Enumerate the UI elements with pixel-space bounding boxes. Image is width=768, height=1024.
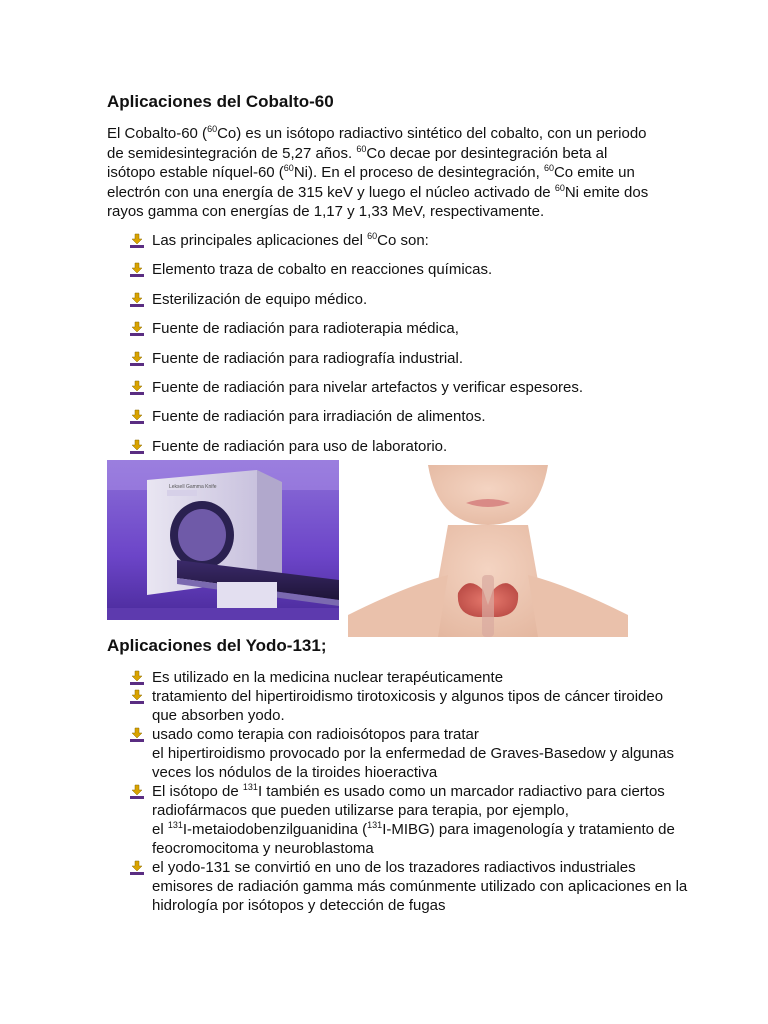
yodo-heading: Aplicaciones del Yodo-131; [107, 636, 327, 655]
superscript: 60 [554, 182, 565, 193]
arrow-down-bullet-icon [129, 670, 145, 686]
superscript: 60 [367, 231, 378, 241]
text-run: Esterilización de equipo médico. [152, 290, 368, 308]
list-item [129, 782, 689, 858]
text-run: Elemento traza de cobalto en reacciones químicas. [152, 261, 493, 279]
list-item [129, 668, 689, 687]
superscript: 60 [543, 163, 554, 173]
arrow-down-bullet-icon [129, 689, 145, 705]
text-run: usado como terapia con radioisótopos para tratar [152, 726, 479, 743]
text-run: I también es usado como un marcador radiactivo para ciertos radiofármacos que pueden utilizarse para terapia, por ejemplo, [152, 783, 665, 819]
list-item [129, 290, 689, 319]
arrow-down-bullet-icon [129, 439, 145, 455]
arrow-down-bullet-icon [129, 727, 145, 743]
text-run: Fuente de radiación para nivelar artefactos y verificar espesores. [152, 378, 584, 396]
superscript: 60 [207, 124, 218, 134]
list-item-text [152, 290, 689, 309]
text-run: el yodo-131 se convirtió en uno de los trazadores radiactivos industriales emisores de radiación gamma más comúnmente utilizado con aplicaciones en la hidrología por isótopos y detección de fugas [152, 859, 688, 914]
arrow-down-bullet-icon [129, 380, 145, 396]
text-run: Co decae por desintegración beta al isótopo estable níquel-60 ( [107, 144, 608, 181]
text-run: Fuente de radiación para irradiación de alimentos. [152, 408, 486, 426]
machine-brand-label: Leksell Gamma Knife [169, 484, 217, 490]
list-item-text [152, 437, 689, 456]
cobalt-heading: Aplicaciones del Cobalto-60 [107, 92, 334, 111]
list-item-text [152, 687, 689, 725]
text-run: Ni emite dos rayos gamma con energías de 1,17 y 1,33 MeV, respectivamente. [107, 183, 649, 220]
list-item-text [152, 407, 689, 426]
text-run: Fuente de radiación para radioterapia médica, [152, 320, 459, 338]
arrow-down-bullet-icon [129, 409, 145, 425]
arrow-down-bullet-icon [129, 292, 145, 308]
superscript: 60 [356, 143, 367, 154]
superscript: 60 [283, 163, 294, 173]
arrow-down-bullet-icon [129, 233, 145, 249]
list-item [129, 349, 689, 378]
list-item [129, 725, 689, 782]
list-item-text [152, 378, 689, 397]
list-item [129, 858, 689, 915]
list-item-text [152, 231, 689, 250]
text-run: Las principales aplicaciones del [152, 232, 368, 249]
list-item-text [152, 260, 689, 279]
text-run: El Cobalto-60 ( [107, 125, 208, 142]
superscript: 131 [242, 782, 258, 792]
text-run: I-MIBG) para imagenología y tratamiento de feocromocitoma y neuroblastoma [152, 821, 675, 857]
list-item [129, 231, 689, 260]
list-item-text [152, 668, 689, 687]
arrow-down-bullet-icon [129, 262, 145, 278]
thyroid-neck-photo [348, 465, 628, 637]
list-item-text [152, 319, 689, 338]
text-run: Es utilizado en la medicina nuclear terapéuticamente [152, 669, 504, 686]
list-item [129, 319, 689, 348]
list-item [129, 407, 689, 436]
text-run: Co son: [377, 232, 429, 249]
text-run: el hipertiroidismo provocado por la enfermedad de Graves-Basedow y algunas veces los nódulos de la tiroides hioeractiva [152, 745, 674, 781]
yodo-applications-list [129, 668, 689, 915]
list-item [129, 378, 689, 407]
radiotherapy-machine-image [107, 460, 339, 620]
cobalt-applications-list [129, 231, 689, 466]
text-run: el [152, 821, 168, 838]
text-run: tratamiento del hipertiroidismo tirotoxicosis y algunos tipos de cáncer tiroideo que absorben yodo. [152, 688, 664, 724]
arrow-down-bullet-icon [129, 784, 145, 800]
superscript: 131 [167, 820, 183, 830]
superscript: 131 [367, 820, 383, 830]
list-item [129, 260, 689, 289]
text-run: Fuente de radiación para radiografía industrial. [152, 349, 464, 367]
text-run: Co) es un isótopo radiactivo sintético del cobalto, con un periodo de semidesintegración de 5,27 años. [107, 125, 647, 162]
text-run: I-metaiodobenzilguanidina ( [182, 821, 368, 838]
list-item [129, 687, 689, 725]
text-run: Ni). En el proceso de desintegración, [293, 164, 544, 181]
text-run: Fuente de radiación para uso de laboratorio. [152, 437, 448, 455]
arrow-down-bullet-icon [129, 351, 145, 367]
list-item-text [152, 782, 689, 858]
arrow-down-bullet-icon [129, 860, 145, 876]
cobalt-paragraph [107, 124, 652, 222]
thyroid-neck-image [348, 465, 628, 637]
list-item-text [152, 349, 689, 368]
arrow-down-bullet-icon [129, 321, 145, 337]
radiotherapy-machine-photo [107, 460, 339, 620]
list-item-text [152, 858, 689, 915]
list-item-text [152, 725, 689, 782]
text-run: Co emite un electrón con una energía de 315 keV y luego el núcleo activado de [107, 164, 635, 201]
text-run: El isótopo de [152, 783, 243, 800]
